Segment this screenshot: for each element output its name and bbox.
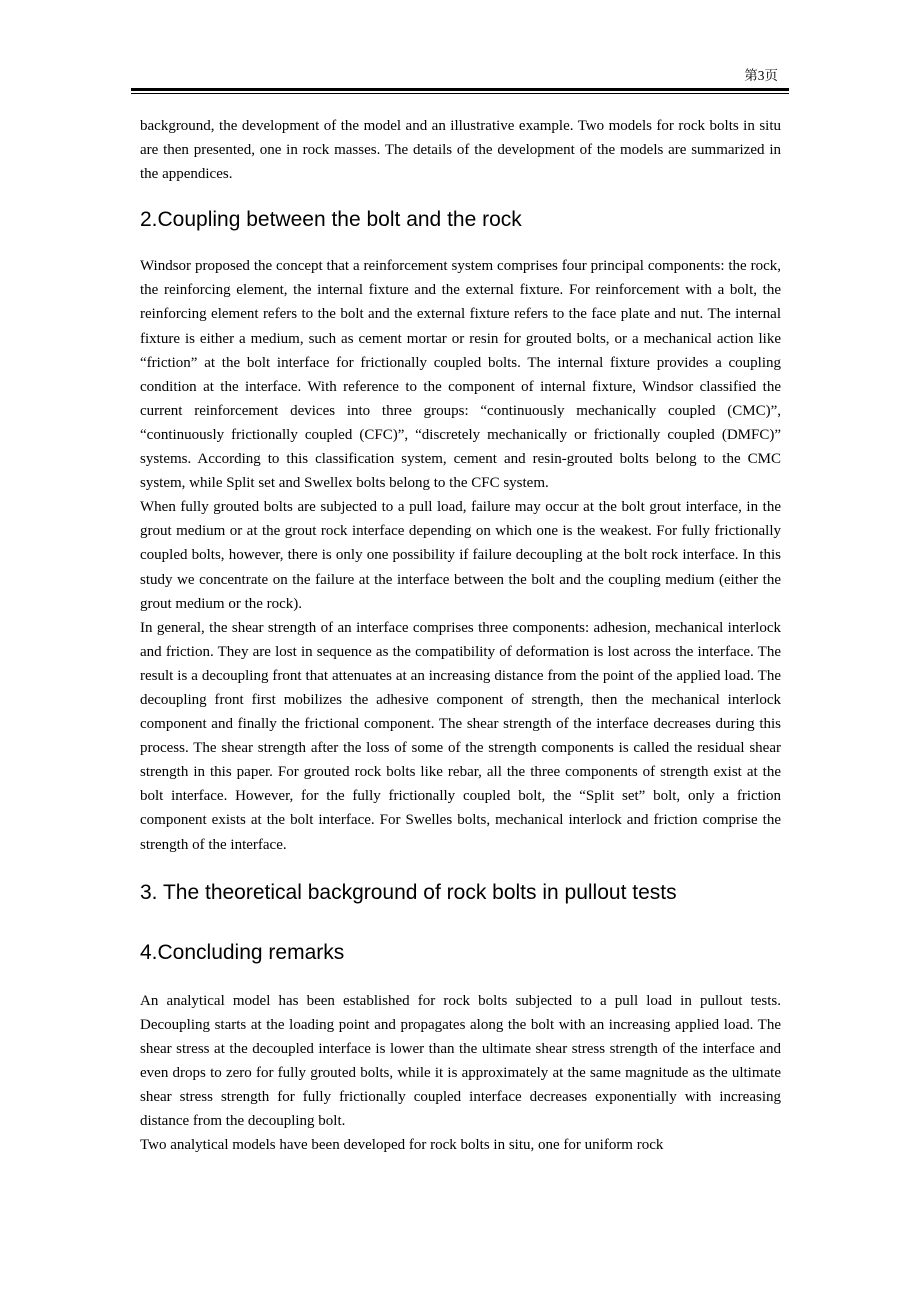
section-2-paragraph: Windsor proposed the concept that a reinforcement system comprises four principal components: the rock, the reinforcing element, the internal fixture and the external fixture. For reinforcement with a bolt, the reinforcing element refers to the bolt and the external fixture refers to the face plate and nut. The internal fixture is either a medium, such as cement mortar or resin for grouted bolts, or a mechanical action like “friction” at the bolt interface for frictionally coupled bolts. The internal fixture provides a coupling condition at the interface. With reference to the component of internal fixture, Windsor classified the current reinforcement devices into three groups: “continuously mechanically coupled (CMC)”, “continuously frictionally coupled (CFC)”, “discretely mechanically or frictionally coupled (DMFC)” systems. According to this classification system, cement and resin-grouted bolts belong to the CMC system, while Split set and Swellex bolts belong to the CFC system.: [140, 258, 781, 492]
section-3-heading: 3. The theoretical background of rock bolts in pullout tests: [140, 880, 677, 904]
section-4-paragraph: An analytical model has been established for rock bolts subjected to a pull load in pullout tests. Decoupling starts at the loading point and propagates along the bolt with an increasing applied load. The shear stress at the decoupled interface is lower than the ultimate shear stress strength of the interface and even drops to zero for fully grouted bolts, while it is approximately at the same magnitude as the ultimate shear stress strength for fully frictionally coupled interface decreases exponentially with increasing distance from the decoupling bolt.: [140, 992, 781, 1130]
section-4-paragraph: Two analytical models have been developed for rock bolts in situ, one for uniform rock: [140, 1137, 664, 1154]
section-2-paragraph: When fully grouted bolts are subjected to a pull load, failure may occur at the bolt grout interface, in the grout medium or at the grout rock interface depending on which one is the weakest. For fully frictionally coupled bolts, however, there is only one possibility if failure decoupling at the bolt rock interface. In this study we concentrate on the failure at the interface between the bolt and the coupling medium (either the grout medium or the rock).: [140, 499, 781, 612]
header-rule-thick: [131, 88, 789, 91]
header-rule-thin: [131, 93, 789, 94]
intro-paragraph: background, the development of the model and an illustrative example. Two models for rock bolts in situ are then presented, one in rock masses. The details of the development of the models are summarized in the appendices.: [140, 118, 781, 183]
page-body: [140, 114, 781, 1157]
page-number: 第3页: [744, 68, 778, 83]
section-2-heading: 2.Coupling between the bolt and the rock: [140, 208, 522, 232]
section-4-heading: 4.Concluding remarks: [140, 940, 345, 964]
section-2-paragraph: In general, the shear strength of an interface comprises three components: adhesion, mechanical interlock and friction. They are lost in sequence as the compatibility of deformation is lost across the interface. The result is a decoupling front that attenuates at an increasing distance from the point of the applied load. The decoupling front first mobilizes the adhesive component of strength, then the mechanical interlock component and finally the frictional component. The shear strength of the interface decreases during this process. The shear strength after the loss of some of the strength components is called the residual shear strength in this paper. For grouted rock bolts like rebar, all the three components of strength exist at the bolt interface. However, for the fully frictionally coupled bolt, the “Split set” bolt, only a friction component exists at the bolt interface. For Swelles bolts, mechanical interlock and friction comprise the strength of the interface.: [140, 619, 781, 853]
